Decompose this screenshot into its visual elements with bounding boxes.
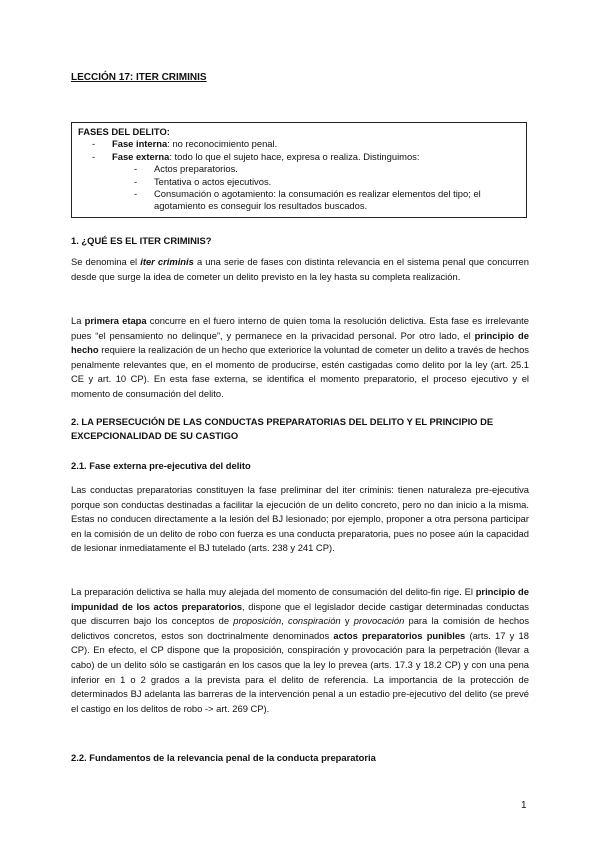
page-number: 1	[521, 800, 527, 811]
section-2-heading: 2. LA PERSECUCIÓN DE LAS CONDUCTAS PREPARATORIAS DEL DELITO Y EL PRINCIPIO DE EXCEPCIONALIDAD DE SU CASTIGO	[71, 416, 494, 441]
phases-box	[71, 122, 527, 218]
section-1-heading: 1. ¿QUÉ ES EL ITER CRIMINIS?	[71, 235, 212, 246]
subsection-2-1-heading: 2.1. Fase externa pre-ejecutiva del delito	[71, 460, 251, 471]
list-item: - Fase interna: no reconocimiento penal.	[92, 138, 278, 150]
list-item: - Fase externa: todo lo que el sujeto hace, expresa o realiza. Distinguimos:	[92, 150, 420, 162]
page-title: LECCIÓN 17: ITER CRIMINIS	[71, 72, 207, 83]
paragraph: Se denomina el iter criminis a una serie de fases con distinta relevancia en el sistema penal que concurren desde que surge la idea de cometer un delito previsto en la ley hasta su completa realización.	[71, 256, 529, 282]
sub-list-item: - Tentativa o actos ejecutivos.	[134, 175, 272, 187]
paragraph: La preparación delictiva se halla muy alejada del momento de consumación del delito-fin rige. El principio de impunidad de los actos preparatorios, dispone que el legislador decide castigar determinadas conductas que discurren bajo los conceptos de proposición, conspiración y provocación para la comisión de hechos delictivos concretos, estos son doctrinalmente denominados actos preparatorios punibles (arts. 17 y 18 CP). En efecto, el CP dispone que la proposición, conspiración y provocación para la perpetración (llevar a cabo) de un delito sólo se castigarán en los casos que la ley lo prevea (arts. 17.3 y 18.2 CP) y con una pena inferior en 1 o 2 grados a la prevista para el delito de referencia. La importancia de la protección de determinados BJ adelanta las barreras de la intervención penal a un estadio pre-ejecutivo del delito (se prevé el castigo en los delitos de robo -> art. 269 CP).	[71, 586, 530, 714]
box-heading: FASES DEL DELITO:	[78, 126, 170, 137]
sub-list-item: - Consumación o agotamiento: la consumación es realizar elementos del tipo; el agotamiento es conseguir los resultados buscados.	[134, 188, 481, 212]
sub-list-item: - Actos preparatorios.	[134, 163, 238, 175]
paragraph: La primera etapa concurre en el fuero interno de quien toma la resolución delictiva. Esta fase es irrelevante pues “el pensamiento no delinque”, y permanece en la privacidad personal. Por otro lado, el principio de hecho requiere la realización de un hecho que exteriorice la voluntad de cometer un delito a través de hechos penalmente relevantes que, en el momento de producirse, estén castigadas como delito por la ley (art. 25.1 CE y art. 10 CP). En esta fase externa, se identifica el momento preparatorio, el proceso ejecutivo y el momento de consumación del delito.	[71, 315, 529, 399]
paragraph: Las conductas preparatorias constituyen la fase preliminar del iter criminis: tienen naturaleza pre-ejecutiva porque son conductas destinadas a facilitar la ejecución de un delito concreto, pero no dan inicio a la misma. Estas no conducen directamente a la lesión del BJ lesionado; por ejemplo, proponer a otra persona participar en la comisión de un delito de robo con fuerza es una conducta preparatoria, pues no posee aún la capacidad de lesionar inmediatamente el BJ tutelado (arts. 238 y 241 CP).	[71, 484, 529, 554]
subsection-2-2-heading: 2.2. Fundamentos de la relevancia penal de la conducta preparatoria	[71, 752, 376, 763]
